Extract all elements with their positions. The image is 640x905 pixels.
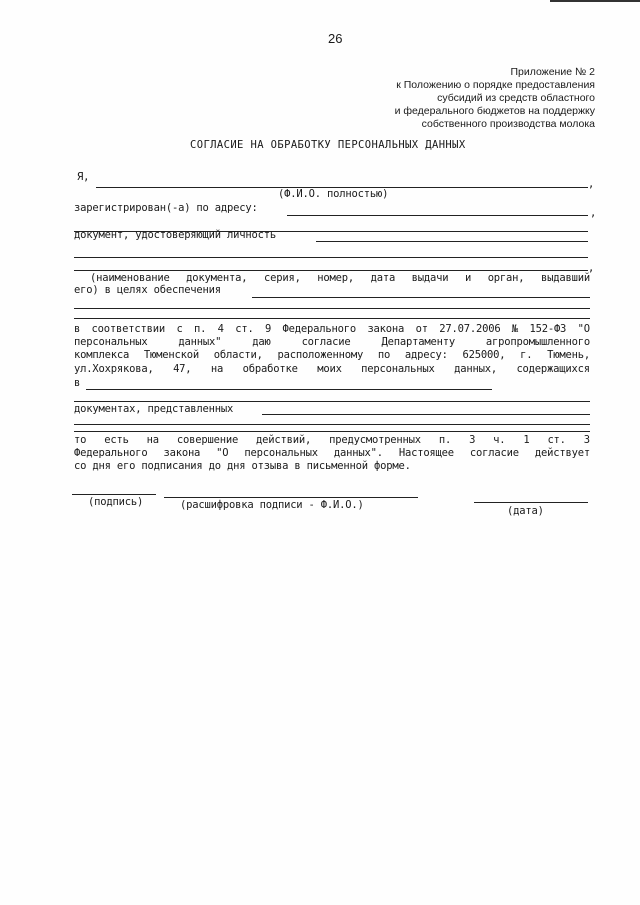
word: п. xyxy=(193,323,207,335)
address-field-line[interactable] xyxy=(287,215,588,216)
purpose-field-line[interactable] xyxy=(252,297,590,298)
signature-hint: (подпись) xyxy=(88,496,144,508)
appendix-line: Приложение № 2 xyxy=(510,66,595,78)
word: № xyxy=(511,323,519,335)
document-field-line-2[interactable] xyxy=(74,257,588,258)
word: 27.07.2006 xyxy=(439,323,501,335)
word: ч. xyxy=(493,434,506,446)
word: и xyxy=(464,272,472,284)
word: совершение xyxy=(176,434,239,446)
word: Федерального xyxy=(74,447,148,459)
word: то xyxy=(74,434,87,446)
word: документа, xyxy=(186,272,248,284)
appendix-line: собственного производства молока xyxy=(421,118,595,130)
document-hint-line-2: его) в целях обеспечения xyxy=(74,284,221,296)
submitted-field-line[interactable] xyxy=(262,414,590,415)
word: г. xyxy=(520,349,533,361)
word: соответствии xyxy=(91,323,166,335)
paragraph-line xyxy=(74,336,590,348)
word: ст. xyxy=(547,434,566,446)
word: закона xyxy=(163,447,201,459)
document-field-line[interactable] xyxy=(316,241,588,242)
page-number: 26 xyxy=(328,31,343,46)
word: выдачи xyxy=(411,272,449,284)
word: персональных xyxy=(74,336,148,348)
word: согласие xyxy=(301,336,351,348)
word: комплекса xyxy=(74,349,130,361)
word: персональных xyxy=(361,363,435,375)
document-hint-line xyxy=(90,272,590,284)
word: по xyxy=(377,349,391,361)
paragraph-line xyxy=(74,447,590,459)
registered-label: зарегистрирован(-а) по адресу: xyxy=(74,202,258,214)
word: "О xyxy=(216,447,229,459)
paragraph-line xyxy=(74,434,590,446)
word: выдавший xyxy=(541,272,590,284)
appendix-block xyxy=(395,66,595,131)
paragraph-line: со дня его подписания до дня отзыва в письменной форме. xyxy=(74,460,411,472)
word: закона xyxy=(367,323,405,335)
document-label: документ, удостоверяющий личность xyxy=(74,229,277,241)
word: на xyxy=(210,363,224,375)
word: 152-ФЗ xyxy=(529,323,567,335)
word: 47, xyxy=(173,363,192,375)
word: данных, xyxy=(454,363,497,375)
word: орган, xyxy=(487,272,525,284)
word: номер, xyxy=(317,272,355,284)
date-line[interactable] xyxy=(474,502,588,503)
signature-decoding-line[interactable] xyxy=(164,497,418,498)
word: даю xyxy=(252,336,271,348)
comma: , xyxy=(588,178,595,190)
appendix-line: к Положению о порядке предоставления xyxy=(396,79,595,91)
fio-hint: (Ф.И.О. полностью) xyxy=(278,188,389,200)
appendix-line: и федерального бюджетов на поддержку xyxy=(394,105,595,117)
word: содержащихся xyxy=(516,363,590,375)
paragraph-line: в xyxy=(74,377,81,389)
word: 3 xyxy=(469,434,476,446)
word: действий, xyxy=(256,434,312,446)
comma: , xyxy=(588,262,595,274)
word: 4 xyxy=(217,323,224,335)
word: действует xyxy=(534,447,590,459)
submitted-field-line-3[interactable] xyxy=(74,431,590,432)
signature-line[interactable] xyxy=(72,494,156,495)
submitted-field-line-2[interactable] xyxy=(74,424,590,425)
paragraph-line xyxy=(74,349,590,361)
word: обработке xyxy=(242,363,298,375)
word: дата xyxy=(370,272,396,284)
word: на xyxy=(146,434,159,446)
word: "О xyxy=(577,323,590,335)
word: данных". xyxy=(333,447,383,459)
word: ст. xyxy=(235,323,254,335)
word: персональных xyxy=(244,447,318,459)
word: есть xyxy=(104,434,129,446)
appendix-line: субсидий из средств областного xyxy=(437,92,595,104)
word: 3 xyxy=(583,434,590,446)
document-title: СОГЛАСИЕ НА ОБРАБОТКУ ПЕРСОНАЛЬНЫХ ДАННЫХ xyxy=(190,139,466,151)
word: моих xyxy=(317,363,342,375)
paragraph-line xyxy=(74,363,590,375)
word: 1 xyxy=(523,434,530,446)
word: 625000, xyxy=(462,349,506,361)
purpose-field-line-3[interactable] xyxy=(74,318,590,319)
word: Настоящее xyxy=(398,447,454,459)
document-field-line-3[interactable] xyxy=(74,270,588,271)
purpose-field-line-2[interactable] xyxy=(74,308,590,309)
word: данных" xyxy=(178,336,222,348)
signature-decoding-hint: (расшифровка подписи - Ф.И.О.) xyxy=(180,499,364,511)
word: области, xyxy=(213,349,263,361)
documents-field-line[interactable] xyxy=(86,389,492,390)
date-hint: (дата) xyxy=(507,505,544,517)
word: п. xyxy=(438,434,452,446)
word: предусмотренных xyxy=(329,434,421,446)
word: Тюменской xyxy=(143,349,199,361)
i-label: Я, xyxy=(77,171,90,183)
word: расположенному xyxy=(277,349,364,361)
word: адресу: xyxy=(404,349,448,361)
word: ул.Хохрякова, xyxy=(74,363,154,375)
word: согласие xyxy=(469,447,519,459)
word: Тюмень, xyxy=(547,349,590,361)
page-edge-mark xyxy=(550,0,640,2)
word: с xyxy=(176,323,183,335)
word: серия, xyxy=(263,272,301,284)
comma: , xyxy=(590,207,597,219)
documents-field-line-2[interactable] xyxy=(74,401,590,402)
word: Федерального xyxy=(282,323,357,335)
paragraph-line xyxy=(74,323,590,335)
word: в xyxy=(74,323,81,335)
word: агропромышленного xyxy=(485,336,590,348)
documents-label: документах, представленных xyxy=(74,403,234,415)
word: от xyxy=(415,323,428,335)
word: (наименование xyxy=(90,272,170,284)
word: Департаменту xyxy=(381,336,455,348)
word: 9 xyxy=(265,323,272,335)
